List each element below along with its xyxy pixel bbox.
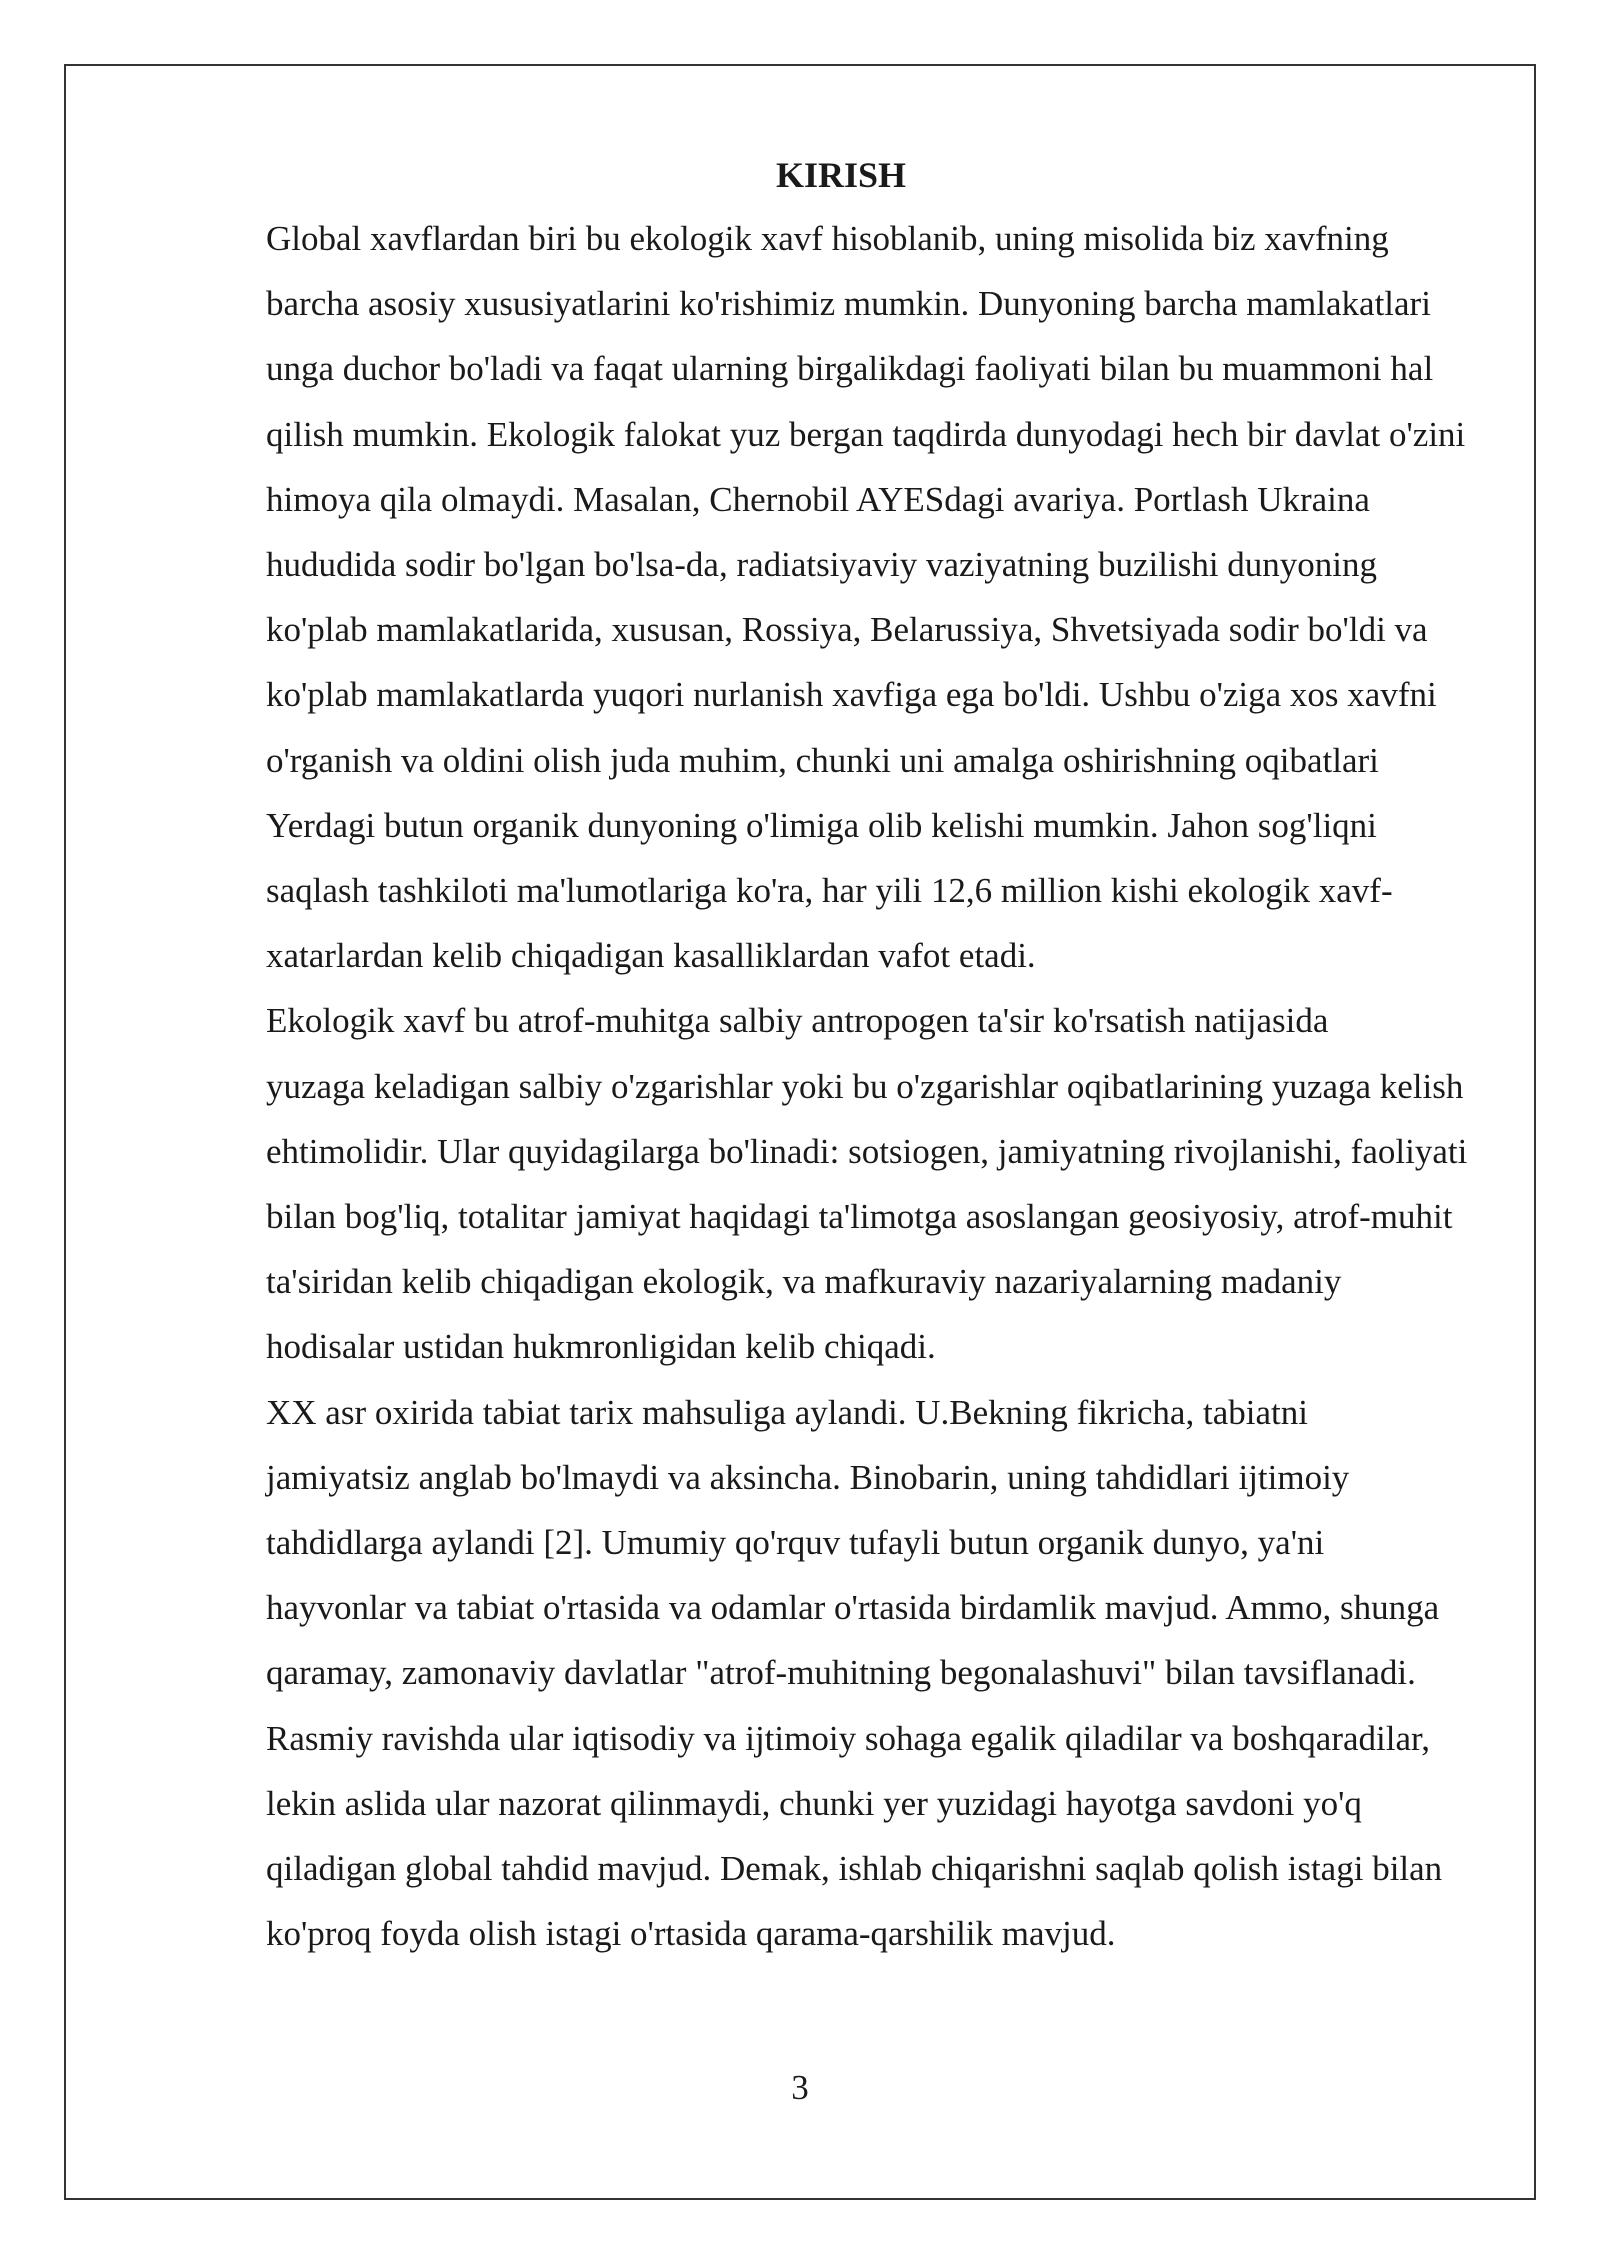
text-line: Yerdagi butun organik dunyoning o'limiga olib kelishi mumkin. Jahon sog'liqni <box>266 805 1377 845</box>
paragraph <box>190 1380 1492 1967</box>
text-line: Global xavflardan biri bu ekologik xavf hisoblanib, uning misolida biz xavfning <box>266 219 1389 258</box>
text-line: ko'plab mamlakatlarda yuqori nurlanish xavfiga ega bo'ldi. Ushbu o'ziga xos xavfni <box>266 675 1437 715</box>
text-line: saqlash tashkiloti ma'lumotlariga ko'ra, har yili 12,6 million kishi ekologik xavf- <box>266 871 1393 911</box>
body-text <box>190 206 1492 1966</box>
text-line: ko'plab mamlakatlarida, xususan, Rossiya, Belarussiya, Shvetsiyada sodir bo'ldi va <box>266 610 1428 650</box>
text-line: hududida sodir bo'lgan bo'lsa-da, radiatsiyaviy vaziyatning buzilishi dunyoning <box>266 545 1378 585</box>
page-heading: KIRISH <box>775 155 907 195</box>
text-line: Rasmiy ravishda ular iqtisodiy va ijtimoiy sohaga egalik qiladilar va boshqaradilar, <box>266 1718 1431 1758</box>
text-line: bilan bog'liq, totalitar jamiyat haqidagi ta'limotga asoslangan geosiyosiy, atrof-muhit <box>266 1197 1453 1237</box>
text-line: ko'proq foyda olish istagi o'rtasida qarama-qarshilik mavjud. <box>266 1914 1116 1954</box>
text-line: lekin aslida ular nazorat qilinmaydi, chunki yer yuzidagi hayotga savdoni yo'q <box>266 1783 1362 1823</box>
text-line: tahdidlarga aylandi [2]. Umumiy qo'rquv tufayli butun organik dunyo, ya'ni <box>266 1523 1325 1563</box>
text-line: ta'siridan kelib chiqadigan ekologik, va mafkuraviy nazariyalarning madaniy <box>266 1262 1342 1302</box>
text-line: unga duchor bo'ladi va faqat ularning birgalikdagi faoliyati bilan bu muammoni hal <box>266 349 1434 389</box>
text-line: o'rganish va oldini olish juda muhim, chunki uni amalga oshirishning oqibatlari <box>266 740 1379 780</box>
text-line: yuzaga keladigan salbiy o'zgarishlar yoki bu o'zgarishlar oqibatlarining yuzaga kelish <box>266 1066 1464 1106</box>
text-line: himoya qila olmaydi. Masalan, Chernobil AYESdagi avariya. Portlash Ukraina <box>266 479 1370 519</box>
text-line: qilish mumkin. Ekologik falokat yuz bergan taqdirda dunyodagi hech bir davlat o'zini <box>266 414 1466 454</box>
text-line: qiladigan global tahdid mavjud. Demak, ishlab chiqarishni saqlab qolish istagi bilan <box>266 1849 1443 1889</box>
page-number: 3 <box>791 2068 809 2107</box>
text-line: barcha asosiy xususiyatlarini ko'rishimiz mumkin. Dunyoning barcha mamlakatlari <box>266 284 1431 324</box>
text-line: ehtimolidir. Ular quyidagilarga bo'linadi: sotsiogen, jamiyatning rivojlanishi, faoliyati <box>266 1131 1468 1171</box>
text-line: jamiyatsiz anglab bo'lmaydi va aksincha. Binobarin, uning tahdidlari ijtimoiy <box>266 1457 1350 1497</box>
page-content <box>190 148 1492 1966</box>
text-line: hodisalar ustidan hukmronligidan kelib chiqadi. <box>266 1327 936 1367</box>
text-line: hayvonlar va tabiat o'rtasida va odamlar o'rtasida birdamlik mavjud. Ammo, shunga <box>266 1588 1440 1628</box>
text-line: qaramay, zamonaviy davlatlar "atrof-muhitning begonalashuvi" bilan tavsiflanadi. <box>266 1653 1416 1693</box>
text-line: xatarlardan kelib chiqadigan kasalliklardan vafot etadi. <box>266 936 1036 976</box>
text-line: Ekologik xavf bu atrof-muhitga salbiy antropogen ta'sir ko'rsatish natijasida <box>266 1001 1329 1041</box>
paragraph <box>190 988 1492 1379</box>
text-line: XX asr oxirida tabiat tarix mahsuliga aylandi. U.Bekning fikricha, tabiatni <box>266 1392 1308 1432</box>
paragraph <box>190 206 1492 988</box>
